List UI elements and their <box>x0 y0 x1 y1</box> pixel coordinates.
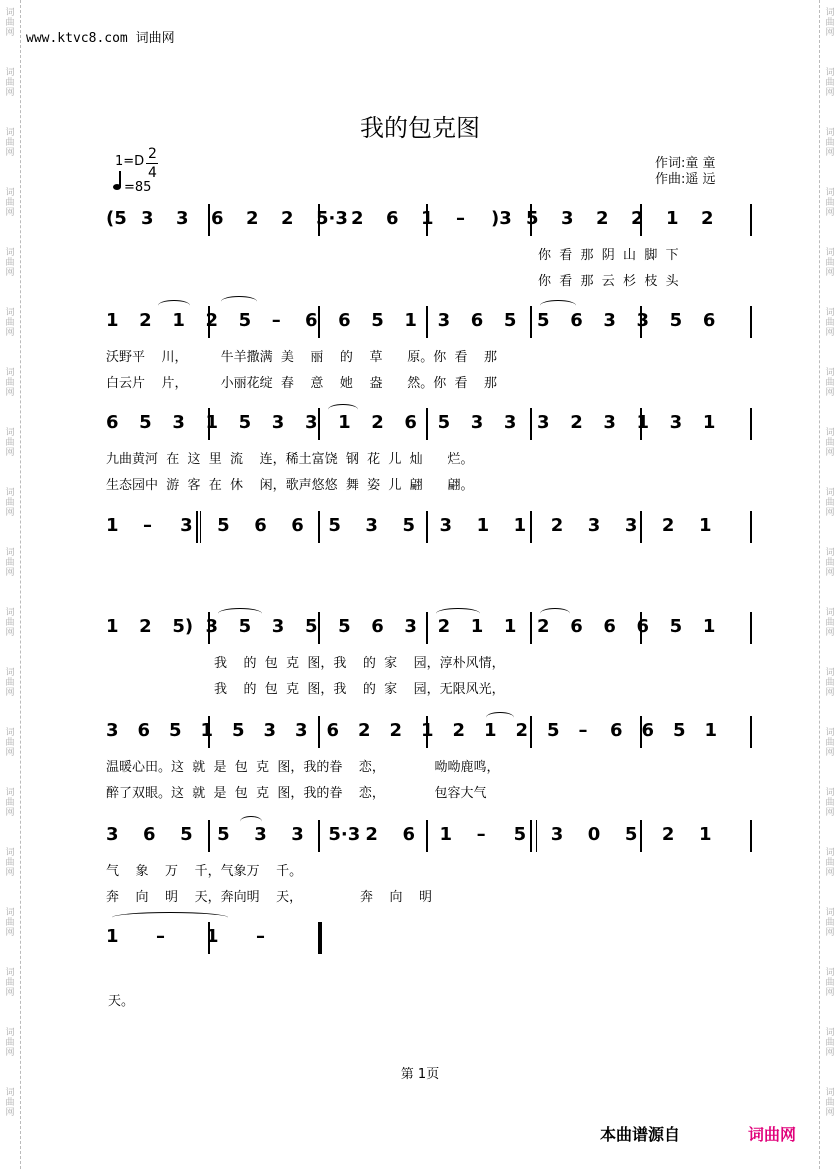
note: 2 <box>205 310 218 331</box>
note: 2 <box>661 515 675 536</box>
note: 5 <box>180 824 193 845</box>
watermark-stamp: 词 曲 网 <box>5 908 15 938</box>
bar-line <box>750 511 752 543</box>
lyric-verse-2: 奔 向 明 天，奔向明 天， 奔 向 明 <box>106 890 433 905</box>
final-bar-line <box>318 922 322 954</box>
note: 6 <box>386 208 399 229</box>
note: 1 <box>513 515 527 536</box>
watermark-stamp: 词 曲 网 <box>5 68 15 98</box>
slur-tie <box>221 296 257 307</box>
note: 2 <box>246 208 259 229</box>
note: 3 <box>172 412 185 433</box>
bar-line <box>750 820 752 852</box>
note: 2 <box>281 208 294 229</box>
lyric-verse-1: 你 看 那 阴 山 脚 下 <box>538 248 679 263</box>
slur-tie <box>540 608 570 619</box>
note: 5·3 <box>328 824 361 845</box>
watermark-stamp: 词 曲 网 <box>825 188 835 218</box>
note: 2 <box>389 720 403 741</box>
note: 5 <box>669 310 683 331</box>
bar-line <box>530 511 532 543</box>
bar-line <box>318 306 320 338</box>
score-line <box>0 507 840 547</box>
time-denominator: 4 <box>148 165 157 181</box>
time-numerator: 2 <box>148 146 157 162</box>
note: 3 <box>106 824 119 845</box>
watermark-stamp: 词 曲 网 <box>825 848 835 878</box>
watermark-stamp: 词 曲 网 <box>825 908 835 938</box>
note: 5 <box>232 720 245 741</box>
watermark-stamp: 词 曲 网 <box>825 488 835 518</box>
watermark-stamp: 词 曲 网 <box>825 788 835 818</box>
bar-line <box>750 306 752 338</box>
slur-tie <box>158 300 190 311</box>
note: 5 <box>328 515 341 536</box>
note: 6 <box>211 208 224 229</box>
note: 1 <box>698 515 712 536</box>
note: 6 <box>404 412 417 433</box>
bar-line <box>318 408 320 440</box>
score-title: 我的包克图 <box>360 114 480 142</box>
note: 3 <box>404 616 417 637</box>
note: 1 <box>106 926 119 947</box>
note: 6 <box>106 412 119 433</box>
watermark-stamp: 词 曲 网 <box>5 1088 15 1118</box>
note: – <box>476 824 486 845</box>
note: 1 <box>421 720 434 741</box>
bar-line <box>530 612 532 644</box>
note: 6 <box>326 720 340 741</box>
note: 5 <box>238 412 252 433</box>
note: 1 <box>636 412 650 433</box>
final-lyric: 天。 <box>108 994 135 1009</box>
bar-line <box>208 204 210 236</box>
note: 3 <box>624 515 638 536</box>
bar-line <box>426 612 428 644</box>
watermark-stamp: 词 曲 网 <box>5 8 15 38</box>
note: 1 <box>704 720 718 741</box>
note: 2 <box>701 208 714 229</box>
note: 2 <box>358 720 371 741</box>
watermark-stamp: 词 曲 网 <box>825 968 835 998</box>
note: 2 <box>452 720 466 741</box>
note: 5 <box>238 310 252 331</box>
note: 6 <box>636 616 650 637</box>
bar-line <box>318 612 320 644</box>
watermark-stamp: 词 曲 网 <box>5 428 15 458</box>
note: 2 <box>550 515 564 536</box>
lyric-verse-1: 气 象 万 千，气象万 千。 <box>106 864 303 879</box>
note: 1 <box>200 720 214 741</box>
page-number: 第 1页 <box>400 1067 440 1082</box>
bar-line <box>208 820 210 852</box>
note: 3 <box>271 616 285 637</box>
note: 3 <box>550 824 564 845</box>
note: 2 <box>515 720 529 741</box>
watermark-stamp: 词 曲 网 <box>825 728 835 758</box>
note: 1 <box>702 616 716 637</box>
note: 2 <box>570 412 583 433</box>
note: 1 <box>404 310 417 331</box>
watermark-stamp: 词 曲 网 <box>825 308 835 338</box>
note: 2 <box>596 208 609 229</box>
note: 1 <box>106 616 119 637</box>
note: 6 <box>570 310 583 331</box>
bar-line <box>750 408 752 440</box>
slur-tie <box>486 712 514 723</box>
bar-line <box>750 716 752 748</box>
note: 2 <box>631 208 644 229</box>
note: 5 <box>526 208 539 229</box>
note: 2 <box>351 208 364 229</box>
slur-tie <box>112 912 228 923</box>
watermark-stamp: 词 曲 网 <box>825 8 835 38</box>
note: 3 <box>106 720 119 741</box>
time-fraction-line <box>146 163 158 164</box>
note: – <box>456 208 465 229</box>
watermark-stamp: 词 曲 网 <box>825 608 835 638</box>
note: 6 <box>338 310 351 331</box>
note: 5) <box>172 616 194 637</box>
note: 1 <box>476 515 490 536</box>
note: 5 <box>537 310 550 331</box>
note: 5 <box>513 824 527 845</box>
note: 3 <box>437 310 451 331</box>
brand-name[interactable]: 词曲网 <box>748 1125 797 1144</box>
note: 6 <box>641 720 655 741</box>
lyric-verse-1: 九曲黄河 在 这 里 流 连，稀土富饶 钢 花 儿 灿 烂。 <box>106 452 474 467</box>
note: 5 <box>673 720 686 741</box>
note: 5 <box>669 616 683 637</box>
note: 2 <box>139 310 152 331</box>
note: 6 <box>143 824 156 845</box>
note: 3 <box>254 824 267 845</box>
note: 2 <box>437 616 451 637</box>
watermark-stamp: 词 曲 网 <box>5 488 15 518</box>
bar-line <box>530 820 532 852</box>
note: 1 <box>439 824 453 845</box>
score-line <box>0 918 840 958</box>
note: 1 <box>205 412 218 433</box>
watermark-stamp: 词 曲 网 <box>825 1028 835 1058</box>
slur-tie <box>218 608 262 619</box>
note: 2 <box>537 616 550 637</box>
note: 5 <box>437 412 451 433</box>
note: 3 <box>295 720 308 741</box>
bar-line <box>318 511 320 543</box>
lyric-verse-2: 醉了双眼。这 就 是 包 克 图，我的眷 恋， 包容大气 <box>106 786 487 801</box>
score-line <box>0 302 840 342</box>
bar-line <box>750 204 752 236</box>
note: 3 <box>470 412 484 433</box>
note: 1 <box>702 412 716 433</box>
score-line <box>0 404 840 444</box>
bar-line <box>426 511 428 543</box>
watermark-stamp: 词 曲 网 <box>5 728 15 758</box>
note: 3 <box>636 310 650 331</box>
bar-line <box>750 612 752 644</box>
bar-line <box>530 306 532 338</box>
note: 2 <box>371 412 384 433</box>
note: 6 <box>603 616 616 637</box>
note: 3 <box>263 720 277 741</box>
note: 6 <box>402 824 415 845</box>
watermark-stamp: 词 曲 网 <box>5 848 15 878</box>
watermark-stamp: 词 曲 网 <box>825 668 835 698</box>
source-label: 本曲谱源自 <box>600 1125 681 1144</box>
watermark-stamp: 词 曲 网 <box>825 548 835 578</box>
note: 3 <box>603 412 616 433</box>
note: 3 <box>587 515 601 536</box>
note: 3 <box>503 412 517 433</box>
score-line <box>0 608 840 648</box>
bar-line <box>640 820 642 852</box>
note: 1 <box>106 515 119 536</box>
note: 1 <box>698 824 712 845</box>
note: 3 <box>365 515 378 536</box>
note: 2 <box>139 616 152 637</box>
note: 6 <box>371 616 384 637</box>
watermark-stamp: 词 曲 网 <box>5 248 15 278</box>
note: – <box>256 926 265 947</box>
note: 3 <box>304 412 318 433</box>
watermark-stamp: 词 曲 网 <box>5 548 15 578</box>
bar-line <box>640 511 642 543</box>
note: 1 <box>206 926 219 947</box>
lyric-verse-1: 沃野平 川， 牛羊撒满 美 丽 的 草 原。你 看 那 <box>106 350 498 365</box>
watermark-stamp: 词 曲 网 <box>825 68 835 98</box>
watermark-stamp: 词 曲 网 <box>825 1088 835 1118</box>
note: 1 <box>421 208 434 229</box>
note: 3 <box>669 412 683 433</box>
watermark-stamp: 词 曲 网 <box>825 368 835 398</box>
note: 2 <box>365 824 378 845</box>
note: 6 <box>137 720 151 741</box>
site-url[interactable]: www.ktvc8.com 词曲网 <box>26 31 175 46</box>
lyric-verse-1: 温暖心田。这 就 是 包 克 图，我的眷 恋， 呦呦鹿鸣， <box>106 760 500 775</box>
score-line <box>0 712 840 752</box>
bar-line <box>426 408 428 440</box>
note: 3 <box>141 208 154 229</box>
note: 6 <box>610 720 623 741</box>
note: 6 <box>470 310 484 331</box>
watermark-stamp: 词 曲 网 <box>5 308 15 338</box>
quarter-note-stem <box>119 171 121 187</box>
note: 6 <box>291 515 304 536</box>
bar-line <box>530 408 532 440</box>
note: 5 <box>338 616 351 637</box>
lyric-verse-1: 我 的 包 克 图，我 的 家 园，淳朴风情， <box>214 656 505 671</box>
lyric-verse-2: 生态园中 游 客 在 休 闲，歌声悠悠 舞 姿 儿 翩 翩。 <box>106 478 474 493</box>
bar-line <box>196 511 198 543</box>
note: – <box>578 720 588 741</box>
bar-line <box>200 511 201 543</box>
note: 5 <box>371 310 384 331</box>
note: 5 <box>503 310 517 331</box>
lyric-verse-2: 白云片 片， 小丽花绽 春 意 她 盎 然。你 看 那 <box>106 376 498 391</box>
composer-credit: 作曲:遥 远 <box>655 172 716 187</box>
watermark-stamp: 词 曲 网 <box>5 128 15 158</box>
note: 0 <box>587 824 601 845</box>
note: 3 <box>205 616 218 637</box>
note: 1 <box>106 310 119 331</box>
note: 6 <box>702 310 716 331</box>
note: (5 <box>106 208 127 229</box>
slur-tie <box>328 404 358 415</box>
lyric-verse-2: 我 的 包 克 图，我 的 家 园，无限风光， <box>214 682 505 697</box>
bar-line <box>536 820 537 852</box>
note: 1 <box>503 616 517 637</box>
note: 5 <box>139 412 152 433</box>
note: 5 <box>304 616 318 637</box>
note: 5 <box>238 616 252 637</box>
note: 1 <box>484 720 497 741</box>
note: 5 <box>217 515 230 536</box>
note: 5 <box>402 515 415 536</box>
note: 3 <box>176 208 189 229</box>
note: 1 <box>338 412 351 433</box>
watermark-stamp: 词 曲 网 <box>5 968 15 998</box>
score-line <box>0 816 840 856</box>
watermark-stamp: 词 曲 网 <box>5 668 15 698</box>
key-signature: 1=D <box>115 154 145 169</box>
note: 5·3 <box>316 208 348 229</box>
note: 6 <box>570 616 583 637</box>
note: 3 <box>561 208 574 229</box>
score-line <box>0 200 840 240</box>
note: 1 <box>666 208 679 229</box>
note: 6 <box>304 310 318 331</box>
note: 3 <box>537 412 550 433</box>
note: – <box>156 926 165 947</box>
note: 1 <box>172 310 185 331</box>
note: – <box>271 310 281 331</box>
lyricist-credit: 作词:童 童 <box>655 156 716 171</box>
watermark-stamp: 词 曲 网 <box>5 188 15 218</box>
watermark-stamp: 词 曲 网 <box>825 248 835 278</box>
note: 3 <box>439 515 453 536</box>
slur-tie <box>240 816 262 827</box>
watermark-stamp: 词 曲 网 <box>5 788 15 818</box>
note: 2 <box>661 824 675 845</box>
note: 3 <box>180 515 193 536</box>
note: 3 <box>271 412 285 433</box>
watermark-stamp: 词 曲 网 <box>825 128 835 158</box>
bar-line <box>318 716 320 748</box>
tempo-mark: =85 <box>124 180 152 195</box>
bar-line <box>426 306 428 338</box>
note: 6 <box>254 515 267 536</box>
note: 3 <box>291 824 304 845</box>
note: 3 <box>603 310 616 331</box>
note: )3 <box>491 208 512 229</box>
watermark-stamp: 词 曲 网 <box>825 428 835 458</box>
note: – <box>143 515 153 536</box>
note: 1 <box>470 616 484 637</box>
bar-line <box>530 716 532 748</box>
note: 5 <box>547 720 560 741</box>
bar-line <box>318 820 320 852</box>
watermark-stamp: 词 曲 网 <box>5 608 15 638</box>
note: 5 <box>217 824 230 845</box>
slur-tie <box>436 608 480 619</box>
slur-tie <box>540 300 576 311</box>
note: 5 <box>169 720 182 741</box>
bar-line <box>426 820 428 852</box>
watermark-stamp: 词 曲 网 <box>5 368 15 398</box>
watermark-stamp: 词 曲 网 <box>5 1028 15 1058</box>
lyric-verse-2: 你 看 那 云 杉 枝 头 <box>538 274 679 289</box>
note: 5 <box>624 824 638 845</box>
